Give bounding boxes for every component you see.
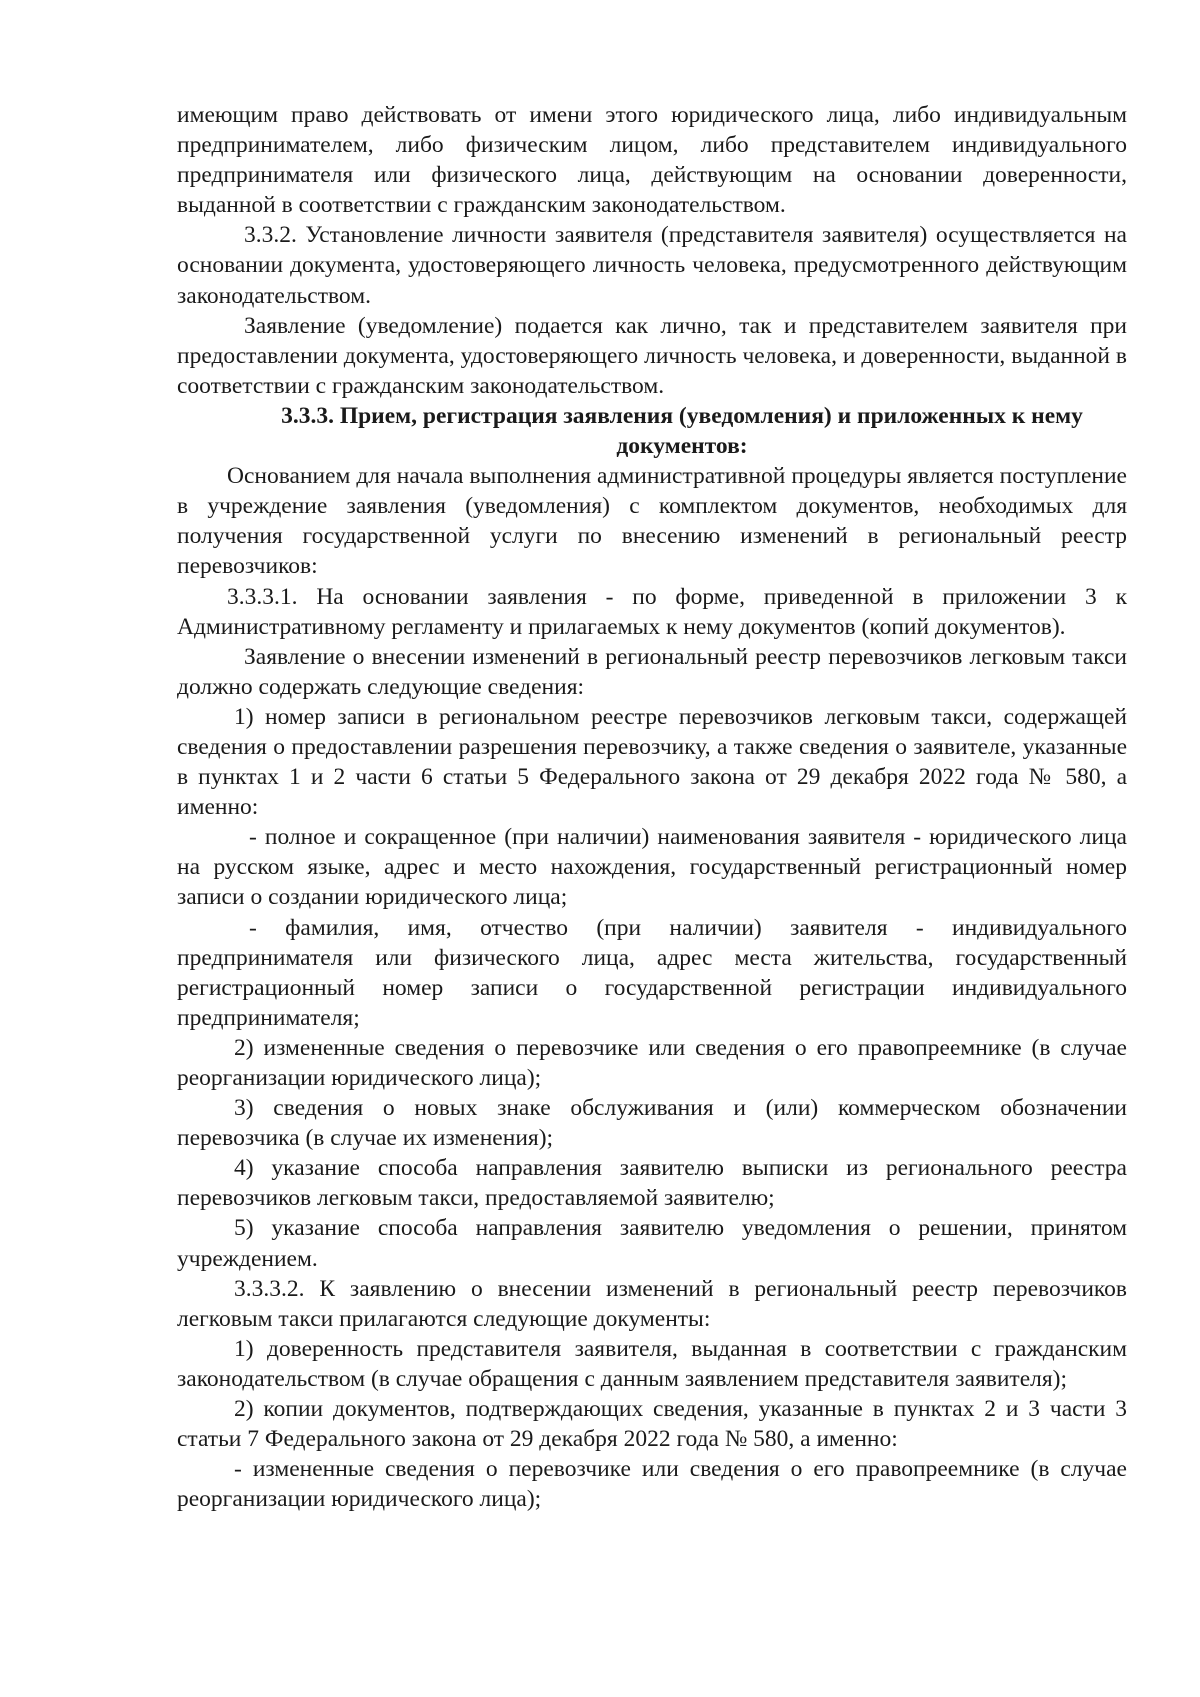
paragraph-application-submission: Заявление (уведомление) подается как лично, так и представителем заявителя при предоставлении документа, удостоверяющего личность человека, и доверенности, выданной в соответствии с гражданским законодательством. [177, 312, 1127, 399]
list-item-5: 5) указание способа направления заявителю уведомления о решении, принятом учреждением. [177, 1215, 1127, 1272]
list-item-3: 3) сведения о новых знаке обслуживания и (или) коммерческом обозначении перевозчика (в случае их изменения); [177, 1095, 1127, 1152]
document-item-2: 2) копии документов, подтверждающих сведения, указанные в пунктах 2 и 3 части 3 статьи 7 Федерального закона от 29 декабря 2022 года № 580, а именно: [177, 1396, 1127, 1453]
section-heading-3-3-3: 3.3.3. Прием, регистрация заявления (уведомления) и приложенных к нему документов: [281, 402, 1083, 460]
paragraph-application-content: Заявление о внесении изменений в региональный реестр перевозчиков легковым такси должно содержать следующие сведения: [177, 643, 1127, 700]
document-page [177, 100, 1127, 1514]
document-item-1: 1) доверенность представителя заявителя, выданная в соответствии с гражданским законодательством (в случае обращения с данным заявлением представителя заявителя); [177, 1335, 1127, 1392]
paragraph-3-3-2: 3.3.2. Установление личности заявителя (представителя заявителя) осуществляется на основании документа, удостоверяющего личность человека, предусмотренного действующим законодательством. [177, 222, 1127, 309]
list-subitem-legal-entity: - полное и сокращенное (при наличии) наименования заявителя - юридического лица на русском языке, адрес и место нахождения, государственный регистрационный номер записи о создании юридического лица; [177, 824, 1127, 911]
paragraph-continuation: имеющим право действовать от имени этого юридического лица, либо индивидуальным предпринимателем, либо физическим лицом, либо представителем индивидуального предпринимателя или физического лица, действующим на основании доверенности, выданной в соответствии с гражданским законодательством. [177, 102, 1127, 219]
paragraph-3-3-3-1: 3.3.3.1. На основании заявления - по форме, приведенной в приложении 3 к Административному регламенту и прилагаемых к нему документов (копий документов). [177, 583, 1127, 640]
list-subitem-individual: - фамилия, имя, отчество (при наличии) заявителя - индивидуального предпринимателя или физического лица, адрес места жительства, государственный регистрационный номер записи о государственной регистрации индивидуального предпринимателя; [177, 914, 1127, 1031]
list-item-1: 1) номер записи в региональном реестре перевозчиков легковым такси, содержащей сведения о предоставлении разрешения перевозчику, а также сведения о заявителе, указанные в пунктах 1 и 2 части 6 статьи 5 Федерального закона от 29 декабря 2022 года № 580, а именно: [177, 703, 1127, 821]
paragraph-basis: Основанием для начала выполнения административной процедуры является поступление в учреждение заявления (уведомления) с комплектом документов, необходимых для получения государственной услуги по внесению изменений в региональный реестр перевозчиков: [177, 463, 1127, 580]
list-item-4: 4) указание способа направления заявителю выписки из регионального реестра перевозчиков легковым такси, предоставляемой заявителю; [177, 1155, 1127, 1212]
list-item-2: 2) измененные сведения о перевозчике или сведения о его правопреемнике (в случае реорганизации юридического лица); [177, 1034, 1127, 1091]
document-subitem-changed-info: - измененные сведения о перевозчике или сведения о его правопреемнике (в случае реорганизации юридического лица); [177, 1456, 1127, 1513]
paragraph-3-3-3-2: 3.3.3.2. К заявлению о внесении изменений в региональный реестр перевозчиков легковым такси прилагаются следующие документы: [177, 1275, 1127, 1332]
